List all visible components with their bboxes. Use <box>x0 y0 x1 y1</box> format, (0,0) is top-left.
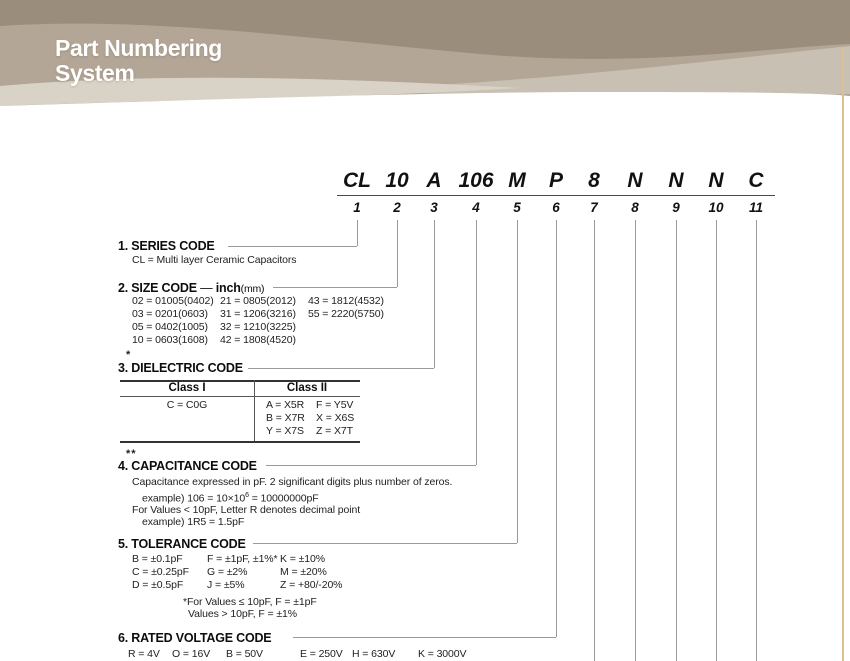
dielectric-class1-value: C = C0G <box>166 399 208 411</box>
size-code-item: 55 = 2220(5750) <box>308 308 384 320</box>
dielectric-code-title: 3. DIELECTRIC CODE <box>118 361 243 375</box>
tolerance-item: J = ±5% <box>207 579 245 591</box>
position-number: 8 <box>631 200 639 215</box>
size-code-item: 10 = 0603(1608) <box>132 334 208 346</box>
position-number: 3 <box>430 200 438 215</box>
capacitance-code-title: 4. CAPACITANCE CODE <box>118 459 257 473</box>
connector-elbow-5 <box>253 543 517 544</box>
size-code-item: 21 = 0805(2012) <box>220 295 296 307</box>
size-unit-paren: (mm) <box>240 283 265 295</box>
part-code: N <box>708 169 724 192</box>
voltage-item: B = 50V <box>226 648 263 660</box>
position-number: 5 <box>513 200 521 215</box>
dielectric-star: * <box>126 349 132 361</box>
voltage-item: O = 16V <box>172 648 211 660</box>
series-code-desc: CL = Multi layer Ceramic Capacitors <box>132 254 297 266</box>
position-number: 10 <box>708 200 724 215</box>
connector-line-4 <box>476 220 477 465</box>
dielectric-class1-header: Class I <box>168 382 206 394</box>
dielectric-class2-col2 <box>316 399 354 438</box>
page-title <box>55 36 222 86</box>
connector-line-2 <box>397 220 398 287</box>
size-code-col3 <box>308 295 384 321</box>
size-code-item: 43 = 1812(4532) <box>308 295 384 307</box>
dielectric-class2-col1 <box>266 399 305 438</box>
tolerance-item: B = ±0.1pF <box>132 553 183 565</box>
dielectric-class2-header: Class II <box>286 382 328 394</box>
position-number: 4 <box>472 200 480 215</box>
dielectric-code-item: A = X5R <box>266 399 305 411</box>
size-code-item: 03 = 0201(0603) <box>132 308 208 320</box>
capacitance-example-2: example) 1R5 = 1.5pF <box>142 516 245 528</box>
exponent: 6 <box>245 492 249 499</box>
position-number: 2 <box>393 200 401 215</box>
part-code: P <box>548 169 564 192</box>
part-code: N <box>627 169 643 192</box>
tolerance-item: C = ±0.25pF <box>132 566 189 578</box>
dielectric-code-item: B = X7R <box>266 412 305 424</box>
size-code-item: 31 = 1206(3216) <box>220 308 296 320</box>
capacitance-stars: ** <box>126 448 137 460</box>
voltage-item: R = 4V <box>128 648 160 660</box>
page-title-line2: System <box>55 60 135 86</box>
tolerance-code-title: 5. TOLERANCE CODE <box>118 537 246 551</box>
part-code: 10 <box>385 169 409 192</box>
connector-line-6 <box>556 220 557 637</box>
dielectric-table-column-divider <box>254 380 255 441</box>
tolerance-col3 <box>280 553 342 592</box>
part-code: 106 <box>458 169 494 192</box>
size-code-item: 42 = 1808(4520) <box>220 334 296 346</box>
tolerance-item: K = ±10% <box>280 553 325 565</box>
connector-line-1 <box>357 220 358 246</box>
part-code: CL <box>343 169 371 192</box>
tolerance-item: D = ±0.5pF <box>132 579 184 591</box>
dielectric-code-item: Y = X7S <box>266 425 304 437</box>
tolerance-item: M = ±20% <box>280 566 327 578</box>
position-number: 7 <box>590 200 598 215</box>
size-code-item: 05 = 0402(1005) <box>132 321 208 333</box>
page-title-line1: Part Numbering <box>55 35 222 61</box>
tolerance-footnote-2: Values > 10pF, F = ±1% <box>188 608 298 620</box>
size-unit-name: inch <box>215 281 241 295</box>
part-code: C <box>748 169 764 192</box>
tolerance-item: Z = +80/-20% <box>280 579 343 591</box>
page-edge-accent-line <box>842 48 844 661</box>
dielectric-code-item: Z = X7T <box>316 425 353 437</box>
dielectric-table-header-rule <box>120 396 360 397</box>
voltage-code-title: 6. RATED VOLTAGE CODE <box>118 631 272 645</box>
position-number: 11 <box>748 200 764 215</box>
part-code: 8 <box>588 169 600 192</box>
connector-elbow-2 <box>273 287 397 288</box>
connector-line-5 <box>517 220 518 543</box>
dielectric-code-item: F = Y5V <box>316 399 354 411</box>
connector-elbow-3 <box>248 368 434 369</box>
part-code: M <box>508 169 526 192</box>
connector-elbow-4 <box>266 465 476 466</box>
connector-line-10 <box>716 220 717 661</box>
tolerance-col1 <box>132 553 189 592</box>
position-number: 1 <box>353 200 361 215</box>
part-code: N <box>668 169 684 192</box>
part-number-underline <box>337 195 775 196</box>
connector-elbow-1 <box>228 246 357 247</box>
position-number: 6 <box>552 200 560 215</box>
connector-line-8 <box>635 220 636 661</box>
voltage-item: E = 250V <box>300 648 343 660</box>
voltage-item: K = 3000V <box>418 648 467 660</box>
dielectric-table-bottom-border <box>120 441 360 443</box>
capacitance-desc-2: For Values < 10pF, Letter R denotes decimal point <box>132 504 361 516</box>
position-number: 9 <box>672 200 680 215</box>
size-code-col2 <box>220 295 296 347</box>
size-code-col1 <box>132 295 214 347</box>
connector-elbow-6 <box>293 637 556 638</box>
voltage-item: H = 630V <box>352 648 396 660</box>
capacitance-desc-1: Capacitance expressed in pF. 2 significant digits plus number of zeros. <box>132 476 453 488</box>
capacitance-example-1: example) $106 = 10\times 10^6 = 10000000pF$ <box>142 492 319 505</box>
size-code-title: 2. SIZE CODE — inch(mm) <box>118 281 265 295</box>
tolerance-col2 <box>207 553 278 592</box>
size-unit-dash: — <box>200 281 213 295</box>
header-banner <box>0 0 850 118</box>
tolerance-item: F = ±1pF, ±1%* <box>207 553 278 565</box>
part-code: A <box>426 169 442 192</box>
connector-line-9 <box>676 220 677 661</box>
connector-line-7 <box>594 220 595 661</box>
tolerance-item: G = ±2% <box>207 566 248 578</box>
dielectric-code-item: X = X6S <box>316 412 355 424</box>
series-code-title: 1. SERIES CODE <box>118 239 215 253</box>
connector-line-11 <box>756 220 757 661</box>
tolerance-footnote-1: *For Values ≤ 10pF, F = ±1pF <box>183 596 317 608</box>
size-code-item: 32 = 1210(3225) <box>220 321 296 333</box>
connector-line-3 <box>434 220 435 368</box>
size-code-item: 02 = 01005(0402) <box>132 295 214 307</box>
